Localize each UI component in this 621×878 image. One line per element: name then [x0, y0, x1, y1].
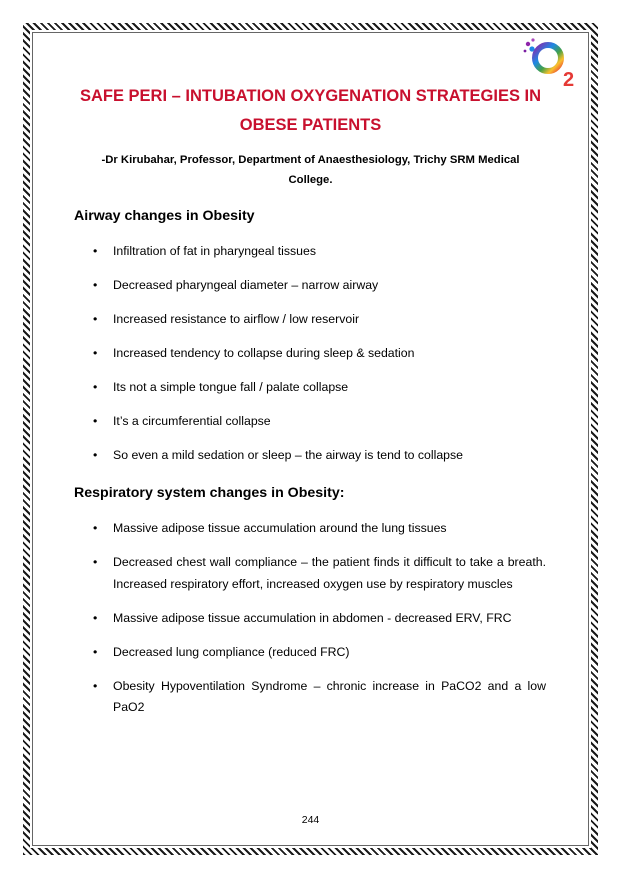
bullet-icon: •	[93, 555, 98, 569]
svg-text:2: 2	[563, 69, 575, 90]
list-item: • Its not a simple tongue fall / palate collapse	[74, 377, 546, 399]
list-item: • Increased tendency to collapse during sleep & sedation	[74, 343, 546, 365]
bullet-icon: •	[93, 312, 98, 326]
list-item: • Massive adipose tissue accumulation around the lung tissues	[74, 518, 546, 540]
bullet-icon: •	[93, 644, 98, 659]
list-item: • Decreased lung compliance (reduced FRC)	[74, 642, 546, 664]
bullet-icon: •	[93, 278, 98, 292]
section-heading-respiratory: Respiratory system changes in Obesity:	[74, 485, 345, 501]
list-item: • Massive adipose tissue accumulation in abdomen - decreased ERV, FRC	[74, 608, 546, 630]
page-title: SAFE PERI – INTUBATION OXYGENATION STRATEGIES IN OBESE PATIENTS	[79, 87, 542, 134]
section-heading-airway: Airway changes in Obesity	[74, 208, 255, 224]
bullet-icon: •	[93, 521, 98, 535]
respiratory-changes-list	[74, 518, 546, 719]
list-item: • It’s a circumferential collapse	[74, 411, 546, 433]
list-item: • Decreased chest wall compliance – the patient finds it difficult to take a breath. Increased respiratory effort, increased oxygen use by respiratory muscles	[74, 552, 546, 595]
bullet-icon: •	[93, 380, 98, 394]
list-item: • Decreased pharyngeal diameter – narrow airway	[74, 275, 546, 297]
list-item: • Increased resistance to airflow / low reservoir	[74, 309, 546, 331]
bullet-icon: •	[93, 448, 98, 462]
bullet-icon: •	[93, 346, 98, 360]
list-item: • So even a mild sedation or sleep – the airway is tend to collapse	[74, 445, 546, 467]
list-item: • Infiltration of fat in pharyngeal tissues	[74, 241, 546, 263]
bullet-icon: •	[93, 678, 98, 693]
bullet-icon: •	[93, 414, 98, 428]
bullet-icon: •	[93, 244, 98, 258]
author-line: -Dr Kirubahar, Professor, Department of Anaesthesiology, Trichy SRM Medical College.	[101, 154, 520, 186]
list-item: • Obesity Hypoventilation Syndrome – chronic increase in PaCO2 and a low PaO2	[74, 676, 546, 719]
airway-changes-list	[74, 241, 546, 467]
bullet-icon: •	[93, 610, 98, 625]
page-number: 244	[301, 814, 320, 826]
